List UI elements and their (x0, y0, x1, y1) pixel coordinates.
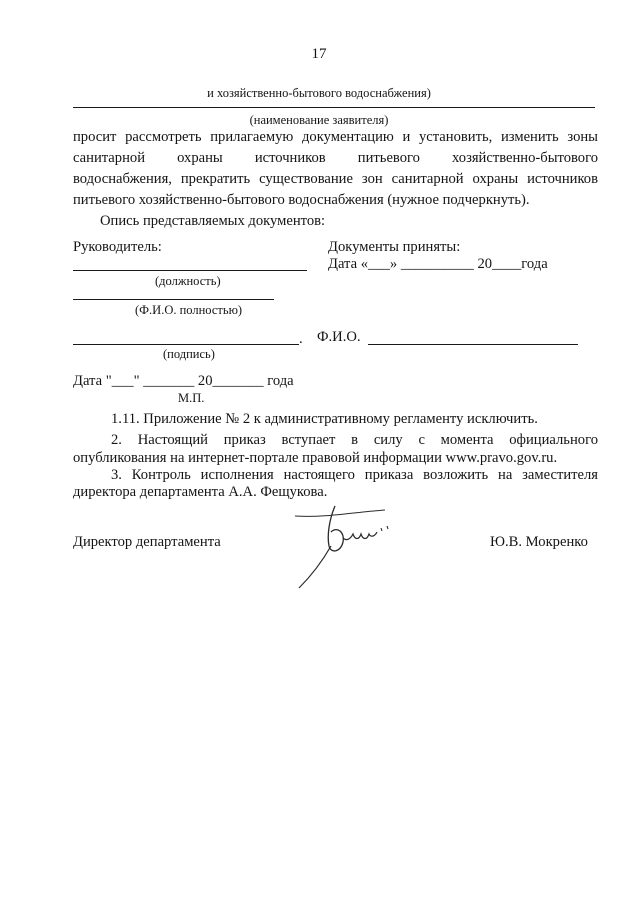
head-label: Руководитель: (73, 239, 162, 255)
fio-label: Ф.И.О. (317, 329, 361, 345)
order-item: 2. Настоящий приказ вступает в силу с момента официального (111, 432, 598, 448)
request-line: питьевого хозяйственно-бытового водоснабжения (нужное подчеркнуть). (73, 192, 530, 208)
previous-page-fragment: и хозяйственно-бытового водоснабжения) (207, 86, 431, 100)
position-caption: (должность) (155, 274, 221, 288)
fio-line (368, 344, 578, 345)
fullname-caption: (Ф.И.О. полностью) (135, 303, 243, 317)
fullname-line (73, 299, 274, 300)
order-item: 3. Контроль исполнения настоящего приказа возложить на заместителя (111, 467, 598, 483)
accepted-date: Дата «___» __________ 20____года (328, 256, 548, 272)
order-item: 1.11. Приложение № 2 к административному регламенту исключить. (111, 411, 538, 427)
signature-line-dot: . (299, 331, 303, 347)
accepted-label: Документы приняты: (328, 239, 461, 255)
signature-line (73, 344, 299, 345)
request-line: водоснабжения, прекратить существование зон санитарной охраны источников (73, 171, 598, 187)
request-line: просит рассмотреть прилагаемую документацию и установить, изменить зоны (73, 129, 598, 145)
order-item-continuation: директора департамента А.А. Фещукова. (73, 484, 328, 500)
applicant-name-line (73, 107, 595, 108)
signature-caption: (подпись) (163, 347, 215, 361)
signatory-name: Ю.В. Мокренко (490, 534, 588, 550)
order-item-continuation: опубликования на интернет-портале правовой информации www.pravo.gov.ru. (73, 450, 558, 466)
page-number: 17 (311, 46, 327, 62)
applicant-name-caption: (наименование заявителя) (249, 113, 389, 127)
stamp-label: М.П. (178, 391, 205, 405)
date-label: Дата "___" _______ 20_______ года (73, 373, 294, 389)
inventory-label: Опись представляемых документов: (100, 213, 326, 229)
handwritten-signature (285, 498, 405, 598)
position-line (73, 270, 307, 271)
signatory-position: Директор департамента (73, 534, 221, 550)
request-line: санитарной охраны источников питьевого хозяйственно-бытового (73, 150, 598, 166)
